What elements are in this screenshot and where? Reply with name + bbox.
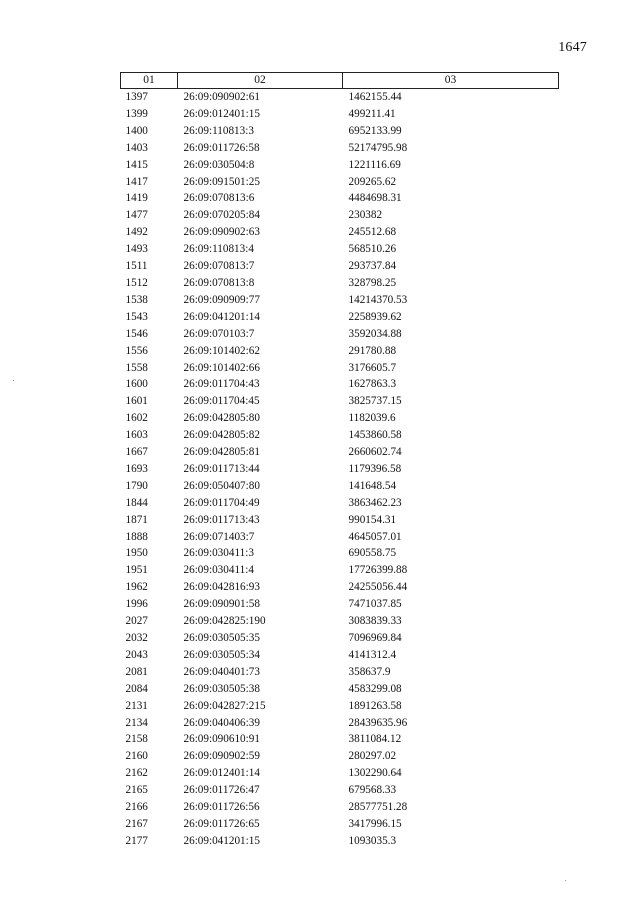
table-header	[121, 73, 559, 89]
cell-value: 245512.68	[348, 226, 397, 239]
cell-value: 17726399.88	[348, 564, 408, 577]
cell-value: 1179396.58	[348, 462, 402, 475]
cell-number: 1546	[125, 327, 148, 340]
cell-number: 1556	[125, 344, 148, 357]
cell-number: 2162	[125, 767, 148, 780]
table-row	[121, 258, 559, 275]
cell-number: 2131	[125, 699, 148, 712]
table-row	[121, 360, 559, 377]
table-row	[121, 123, 559, 140]
cell-cadastral-code: 26:09:071403:7	[183, 530, 255, 543]
cell-cadastral-code: 26:09:042825:190	[183, 615, 266, 628]
cell-cadastral-code: 26:09:101402:66	[183, 361, 260, 374]
cell-cadastral-code: 26:09:090902:61	[183, 91, 260, 103]
table-row	[121, 444, 559, 461]
cell-number: 2032	[125, 632, 148, 644]
table-row	[121, 512, 559, 529]
table-row	[121, 545, 559, 562]
cell-value: 230382	[348, 209, 383, 222]
column-header-01: 01	[121, 73, 178, 89]
table-row	[121, 174, 559, 191]
cell-value: 4645057.01	[348, 530, 402, 543]
cell-number: 1693	[125, 462, 148, 475]
cell-value: 1891263.58	[348, 699, 402, 712]
cell-value: 4141312.4	[348, 648, 397, 661]
cell-number: 1790	[125, 479, 148, 492]
cell-value: 358637.9	[348, 665, 391, 678]
cell-number: 1397	[125, 91, 148, 103]
cell-number: 2167	[125, 817, 148, 830]
cell-cadastral-code: 26:09:042805:80	[183, 412, 260, 425]
data-table	[120, 72, 559, 850]
cell-value: 24255056.44	[348, 581, 408, 594]
table-row	[121, 275, 559, 292]
cell-value: 52174795.98	[348, 141, 408, 154]
table-row	[121, 309, 559, 326]
cell-value: 3811084.12	[348, 733, 402, 746]
cell-cadastral-code: 26:09:012401:15	[183, 107, 260, 120]
table-row	[121, 190, 559, 207]
table-row	[121, 782, 559, 799]
cell-number: 2158	[125, 733, 148, 746]
cell-cadastral-code: 26:09:070205:84	[183, 209, 260, 222]
table-row	[121, 613, 559, 630]
header-row	[121, 73, 559, 89]
cell-cadastral-code: 26:09:042816:93	[183, 581, 260, 594]
cell-cadastral-code: 26:09:040406:39	[183, 716, 260, 729]
cell-number: 2027	[125, 615, 148, 628]
table-row	[121, 427, 559, 444]
cell-cadastral-code: 26:09:012401:14	[183, 767, 260, 780]
cell-number: 1512	[125, 276, 148, 289]
cell-cadastral-code: 26:09:011726:58	[183, 141, 260, 154]
cell-number: 1543	[125, 310, 148, 323]
cell-cadastral-code: 26:09:090902:59	[183, 750, 260, 763]
table-row	[121, 292, 559, 309]
cell-cadastral-code: 26:09:011726:56	[183, 801, 260, 814]
cell-cadastral-code: 26:09:011704:49	[183, 496, 260, 509]
table-row	[121, 393, 559, 410]
column-header-03: 03	[343, 73, 559, 89]
table-row	[121, 731, 559, 748]
cell-number: 1400	[125, 124, 148, 137]
cell-cadastral-code: 26:09:070103:7	[183, 327, 255, 340]
table-row	[121, 799, 559, 816]
cell-value: 28577751.28	[348, 801, 408, 814]
table-row	[121, 326, 559, 343]
table-row	[121, 89, 559, 106]
cell-value: 1182039.6	[348, 412, 396, 425]
cell-cadastral-code: 26:09:110813:4	[183, 243, 254, 256]
cell-cadastral-code: 26:09:030411:4	[183, 564, 254, 577]
cell-value: 4484698.31	[348, 192, 402, 205]
cell-value: 1462155.44	[348, 91, 402, 103]
cell-number: 1493	[125, 243, 148, 256]
cell-value: 1221116.69	[348, 158, 401, 171]
cell-number: 2043	[125, 648, 148, 661]
cell-number: 1962	[125, 581, 148, 594]
table-row	[121, 664, 559, 681]
cell-cadastral-code: 26:09:090909:77	[183, 293, 260, 306]
column-header-02: 02	[178, 73, 343, 89]
cell-cadastral-code: 26:09:030504:8	[183, 158, 255, 171]
cell-value: 3417996.15	[348, 817, 402, 830]
scan-speck	[565, 880, 566, 881]
cell-number: 2165	[125, 784, 148, 797]
table-row	[121, 579, 559, 596]
cell-cadastral-code: 26:09:011704:45	[183, 395, 260, 408]
table-row	[121, 224, 559, 241]
cell-cadastral-code: 26:09:091501:25	[183, 175, 260, 188]
cell-number: 1950	[125, 547, 148, 560]
table-row	[121, 630, 559, 647]
table-row	[121, 529, 559, 546]
table-row	[121, 207, 559, 224]
table-row	[121, 495, 559, 512]
cell-value: 1627863.3	[348, 378, 397, 391]
cell-value: 3083839.33	[348, 615, 402, 628]
cell-cadastral-code: 26:09:070813:6	[183, 192, 255, 205]
cell-cadastral-code: 26:09:042827:215	[183, 699, 266, 712]
cell-cadastral-code: 26:09:041201:14	[183, 310, 260, 323]
table-row	[121, 241, 559, 258]
cell-number: 1419	[125, 192, 148, 205]
cell-number: 1403	[125, 141, 148, 154]
table-row	[121, 461, 559, 478]
table-row	[121, 157, 559, 174]
cell-value: 2258939.62	[348, 310, 402, 323]
cell-cadastral-code: 26:09:090902:63	[183, 226, 260, 239]
page-number: 1647	[558, 40, 587, 55]
table-row	[121, 478, 559, 495]
cell-cadastral-code: 26:09:030505:38	[183, 682, 260, 695]
cell-value: 3176605.7	[348, 361, 397, 374]
cell-number: 2177	[125, 834, 148, 847]
cell-value: 280297.02	[348, 750, 397, 763]
cell-value: 1302290.64	[348, 767, 402, 780]
cell-value: 1453860.58	[348, 429, 402, 442]
cell-number: 1399	[125, 107, 148, 120]
cell-cadastral-code: 26:09:011726:47	[183, 784, 260, 797]
cell-number: 1477	[125, 209, 148, 222]
cell-cadastral-code: 26:09:011704:43	[183, 378, 260, 391]
cell-cadastral-code: 26:09:011726:65	[183, 817, 260, 830]
cell-value: 679568.33	[348, 784, 397, 797]
table-row	[121, 647, 559, 664]
cell-number: 1951	[125, 564, 148, 577]
cell-value: 6952133.99	[348, 124, 402, 137]
cell-cadastral-code: 26:09:030505:34	[183, 648, 260, 661]
cell-value: 690558.75	[348, 547, 397, 560]
cell-number: 1996	[125, 598, 148, 611]
table-row	[121, 715, 559, 732]
table-row	[121, 765, 559, 782]
cell-number: 2160	[125, 750, 148, 763]
cell-cadastral-code: 26:09:090901:58	[183, 598, 260, 611]
cell-cadastral-code: 26:09:030505:35	[183, 632, 260, 644]
cell-value: 7471037.85	[348, 598, 402, 611]
table-body	[121, 89, 559, 850]
cell-value: 499211.41	[348, 107, 396, 120]
cell-number: 2081	[125, 665, 148, 678]
cell-number: 1415	[125, 158, 148, 171]
cell-number: 1844	[125, 496, 148, 509]
cell-number: 1492	[125, 226, 148, 239]
table-row	[121, 816, 559, 833]
cell-value: 28439635.96	[348, 716, 408, 729]
cell-number: 2166	[125, 801, 148, 814]
cell-number: 1600	[125, 378, 148, 391]
table-row	[121, 376, 559, 393]
cell-number: 1417	[125, 175, 148, 188]
cell-value: 7096969.84	[348, 632, 402, 644]
cell-value: 3863462.23	[348, 496, 402, 509]
cell-cadastral-code: 26:09:030411:3	[183, 547, 254, 560]
cell-number: 1602	[125, 412, 148, 425]
cell-value: 4583299.08	[348, 682, 402, 695]
cell-number: 1601	[125, 395, 148, 408]
cell-cadastral-code: 26:09:070813:8	[183, 276, 255, 289]
cell-number: 1667	[125, 446, 148, 459]
cell-cadastral-code: 26:09:090610:91	[183, 733, 260, 746]
cell-cadastral-code: 26:09:101402:62	[183, 344, 260, 357]
cell-cadastral-code: 26:09:042805:82	[183, 429, 260, 442]
cell-value: 293737.84	[348, 260, 397, 273]
cell-value: 990154.31	[348, 513, 397, 526]
cell-value: 14214370.53	[348, 293, 408, 306]
cell-number: 1603	[125, 429, 148, 442]
cell-cadastral-code: 26:09:011713:43	[183, 513, 260, 526]
table-row	[121, 833, 559, 850]
table-row	[121, 698, 559, 715]
table-row	[121, 343, 559, 360]
cell-value: 209265.62	[348, 175, 397, 188]
cell-value: 2660602.74	[348, 446, 402, 459]
cell-cadastral-code: 26:09:070813:7	[183, 260, 255, 273]
cell-value: 3592034.88	[348, 327, 402, 340]
table-row	[121, 106, 559, 123]
table-row	[121, 562, 559, 579]
cell-cadastral-code: 26:09:042805:81	[183, 446, 260, 459]
cell-cadastral-code: 26:09:040401:73	[183, 665, 260, 678]
cell-cadastral-code: 26:09:050407:80	[183, 479, 260, 492]
cell-number: 1538	[125, 293, 148, 306]
data-table-container	[120, 72, 558, 850]
cell-value: 141648.54	[348, 479, 397, 492]
cell-number: 1511	[125, 260, 148, 273]
cell-value: 3825737.15	[348, 395, 402, 408]
cell-number: 2134	[125, 716, 148, 729]
scan-speck	[13, 380, 14, 381]
cell-cadastral-code: 26:09:110813:3	[183, 124, 254, 137]
table-row	[121, 596, 559, 613]
cell-cadastral-code: 26:09:011713:44	[183, 462, 260, 475]
cell-value: 291780.88	[348, 344, 397, 357]
table-row	[121, 140, 559, 157]
table-row	[121, 681, 559, 698]
cell-cadastral-code: 26:09:041201:15	[183, 834, 260, 847]
cell-number: 2084	[125, 682, 148, 695]
cell-number: 1871	[125, 513, 148, 526]
cell-number: 1558	[125, 361, 148, 374]
table-row	[121, 410, 559, 427]
cell-number: 1888	[125, 530, 148, 543]
table-row	[121, 748, 559, 765]
cell-value: 328798.25	[348, 276, 397, 289]
cell-value: 1093035.3	[348, 834, 397, 847]
cell-value: 568510.26	[348, 243, 397, 256]
